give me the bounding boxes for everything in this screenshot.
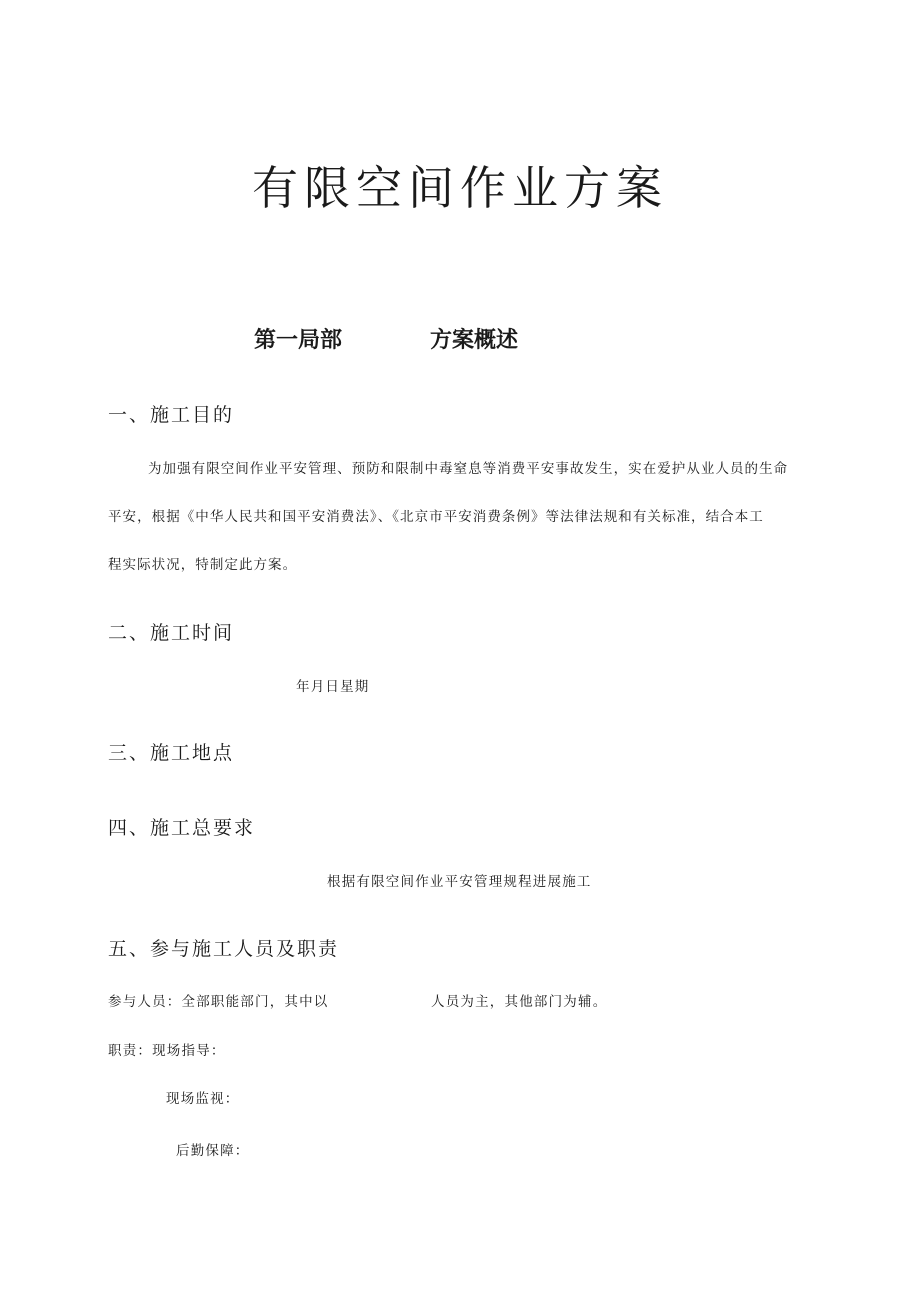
- section-heading-time: 二、施工时间: [108, 622, 235, 644]
- section-heading-purpose: 一、施工目的: [108, 404, 235, 426]
- purpose-line: 为加强有限空间作业平安管理、预防和限制中毒窒息等消费平安事故发生，实在爱护从业人员的生命: [148, 461, 789, 477]
- supervise-label: 现场监视：: [166, 1091, 240, 1107]
- participants-prefix: 参与人员：全部职能部门，其中以: [108, 994, 329, 1010]
- part-name: 方案概述: [430, 328, 519, 353]
- time-text: 年月日星期: [296, 679, 370, 695]
- purpose-line: 程实际状况，特制定此方案。: [108, 557, 298, 573]
- page-title: 有限空间作业方案: [252, 161, 668, 215]
- section-heading-location: 三、施工地点: [108, 742, 235, 764]
- section-heading-personnel: 五、参与施工人员及职责: [108, 938, 340, 960]
- section-heading-requirements: 四、施工总要求: [108, 817, 256, 839]
- part-number: 第一局部: [254, 328, 343, 353]
- requirement-text: 根据有限空间作业平安管理规程进展施工: [327, 874, 592, 890]
- logistics-label: 后勤保障：: [176, 1143, 250, 1159]
- purpose-line: 平安，根据《中华人民共和国平安消费法》、《北京市平安消费条例》等法律法规和有关标准，结合本工: [108, 509, 764, 525]
- duty-label: 职责：现场指导：: [108, 1043, 226, 1059]
- participants-suffix: 人员为主，其他部门为辅。: [431, 994, 608, 1010]
